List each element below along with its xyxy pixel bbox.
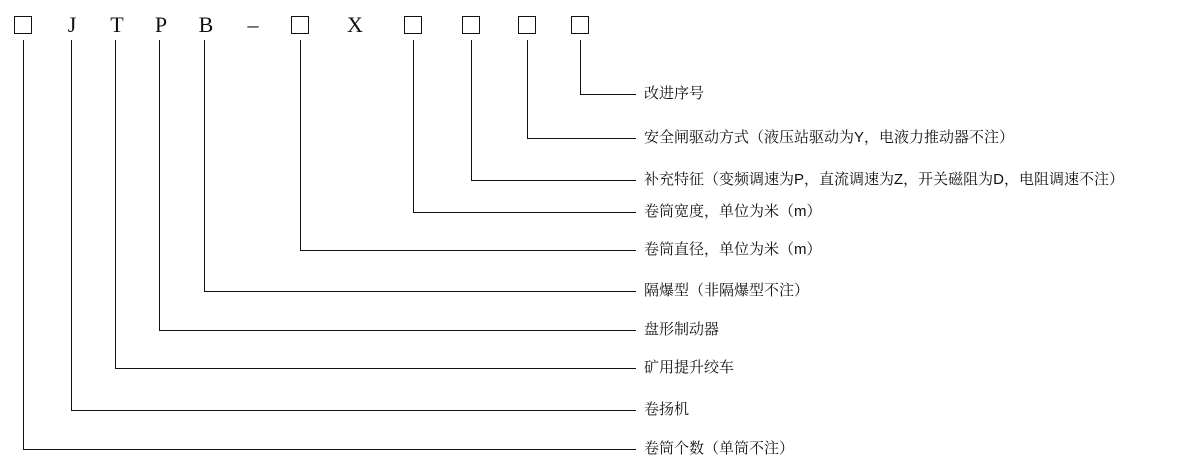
- disc-brake-leader-horizontal: [159, 330, 636, 331]
- drum-count-leader-horizontal: [23, 449, 636, 450]
- drum-diameter-label: 卷筒直径，单位为米（m）: [644, 241, 822, 258]
- brake-drive-mode-leader-vertical: [527, 40, 528, 138]
- improvement-sequence-leader-vertical: [580, 40, 581, 94]
- improvement-seq-box: [571, 16, 589, 34]
- brake-drive-box: [518, 16, 536, 34]
- explosion-proof-label: 隔爆型（非隔爆型不注）: [644, 282, 810, 299]
- letter-j: J: [67, 12, 77, 37]
- drum-count-box: [14, 16, 32, 34]
- supplement-box: [462, 16, 480, 34]
- supplement-feature-leader-vertical: [471, 40, 472, 180]
- explosion-proof-leader-vertical: [204, 40, 205, 291]
- drum-width-label: 卷筒宽度，单位为米（m）: [644, 203, 822, 220]
- explosion-proof-leader-horizontal: [204, 291, 636, 292]
- drum-count-label: 卷筒个数（单筒不注）: [644, 440, 795, 457]
- supplement-feature-leader-horizontal: [471, 180, 636, 181]
- improvement-sequence-label: 改进序号: [644, 85, 705, 102]
- drum-diameter-box: [291, 16, 309, 34]
- drum-width-box: [404, 16, 422, 34]
- improvement-sequence-leader-horizontal: [580, 94, 636, 95]
- brake-drive-mode-leader-horizontal: [527, 138, 636, 139]
- drum-width-leader-horizontal: [413, 212, 636, 213]
- mine-hoist-winch-leader-vertical: [115, 40, 116, 368]
- winch-leader-vertical: [71, 40, 72, 410]
- drum-width-leader-vertical: [413, 40, 414, 212]
- brake-drive-mode-label: 安全闸驱动方式（液压站驱动为Y，电液力推动器不注）: [644, 129, 1015, 146]
- letter-b: B: [198, 12, 214, 37]
- mine-hoist-winch-label: 矿用提升绞车: [644, 359, 735, 376]
- letter-p: P: [154, 12, 168, 37]
- letter-t: T: [110, 12, 124, 37]
- supplement-feature-label: 补充特征（变频调速为P，直流调速为Z，开关磁阻为D，电阻调速不注）: [644, 171, 1125, 188]
- mine-hoist-winch-leader-horizontal: [115, 368, 636, 369]
- letter-x: X: [347, 12, 363, 37]
- drum-diameter-leader-horizontal: [300, 250, 636, 251]
- winch-label: 卷扬机: [644, 401, 690, 418]
- drum-diameter-leader-vertical: [300, 40, 301, 250]
- winch-leader-horizontal: [71, 410, 636, 411]
- disc-brake-leader-vertical: [159, 40, 160, 330]
- disc-brake-label: 盘形制动器: [644, 321, 720, 338]
- dash-separator: –: [247, 12, 259, 37]
- drum-count-leader-vertical: [23, 40, 24, 449]
